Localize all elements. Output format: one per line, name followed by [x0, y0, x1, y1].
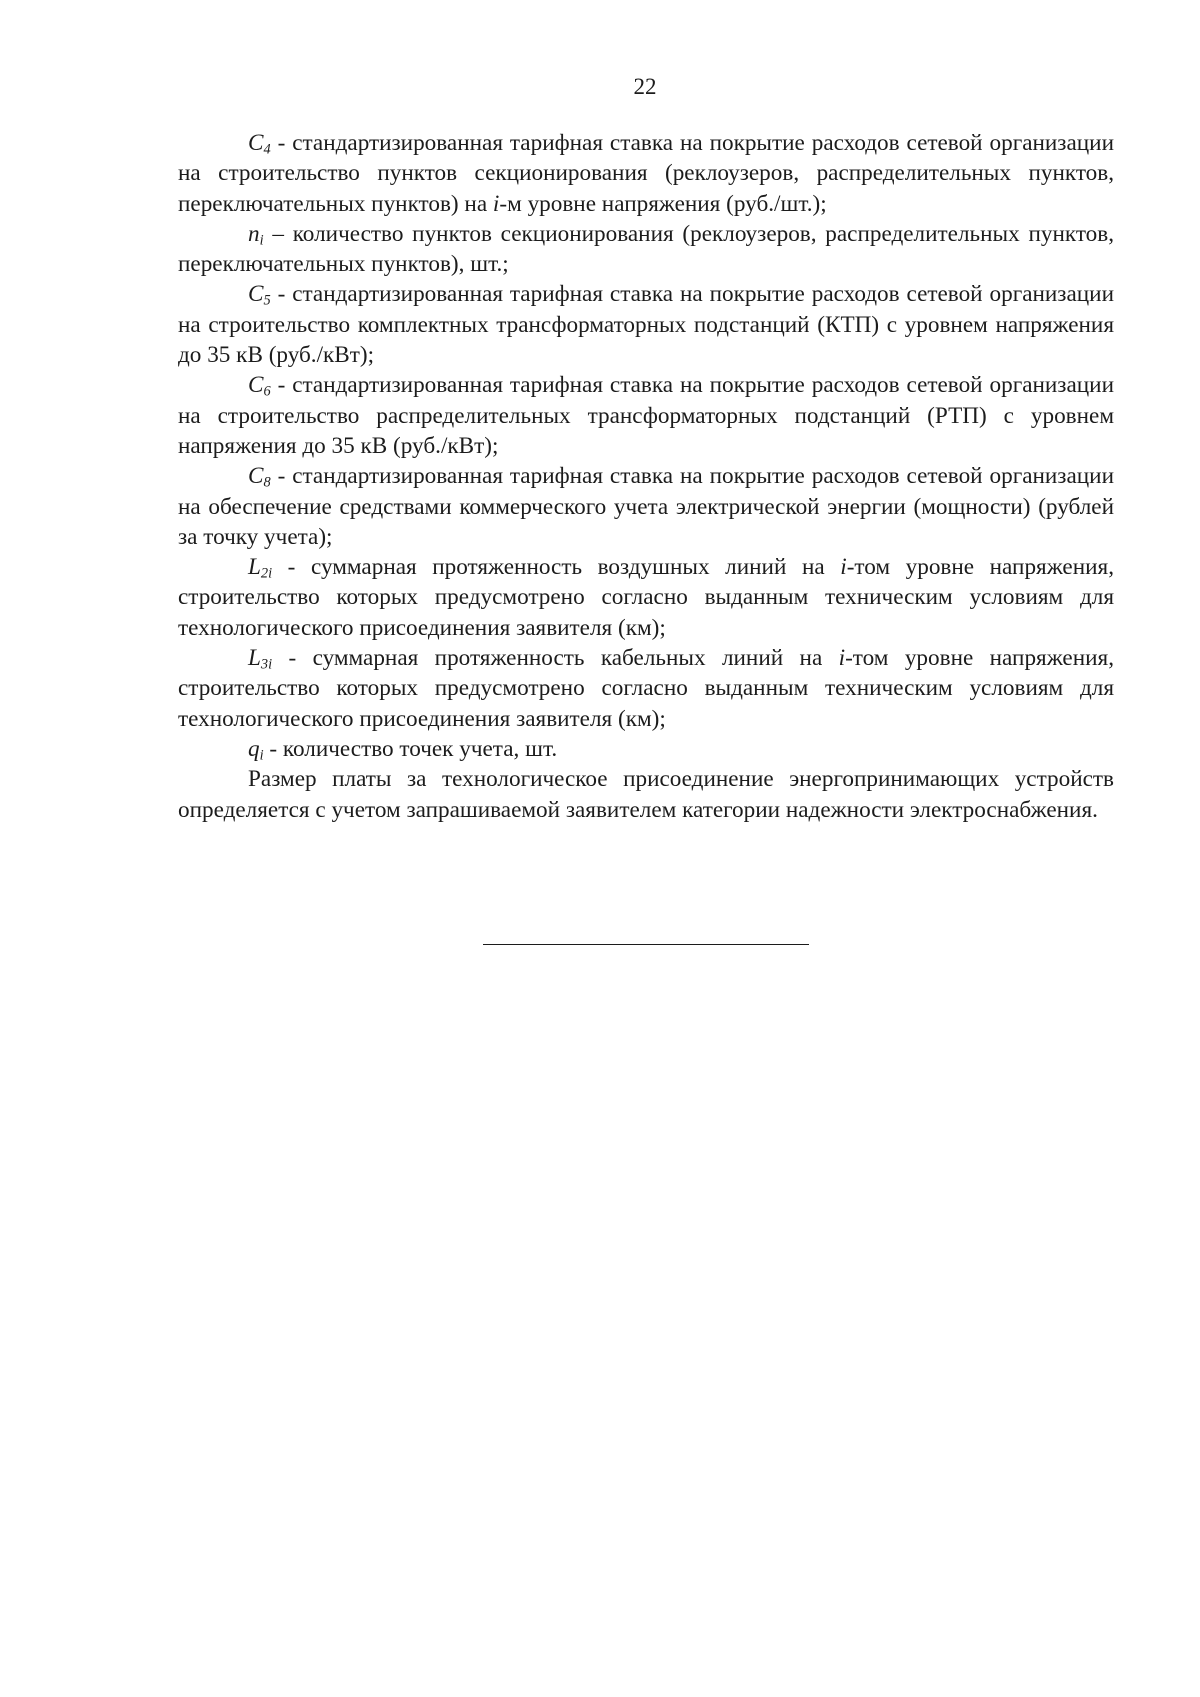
symbol-c4: $C_4$	[248, 130, 271, 158]
definition-c8: $C_8$ - стандартизированная тарифная ставка на покрытие расходов сетевой организации на обеспечение средствами коммерческого учета электрической энергии (мощности) (рублей за точку учета);	[178, 463, 1114, 550]
definition-qi: $q_i$ - количество точек учета, шт.	[248, 735, 558, 764]
closing-paragraph: Размер платы за технологическое присоединение энергопринимающих устройств определяется с учетом запрашиваемой заявителем категории надежности электроснабжения.	[178, 766, 1114, 823]
definition-ni: $n_i$ – количество пунктов секционирования (реклоузеров, распределительных пунктов, переключательных пунктов), шт.;	[178, 220, 1114, 278]
definition-l3i: $L_{3i}$ - суммарная протяженность кабельных линий на i-том уровне напряжения, строительство которых предусмотрено согласно выданным техническим условиям для технологического присоединения заявителя (км);	[178, 645, 1114, 732]
document-body	[178, 128, 1114, 825]
symbol-ni: $n_i$	[248, 220, 264, 249]
page-number: 22	[633, 74, 657, 99]
symbol-c8: $C_8$	[248, 463, 271, 491]
symbol-l3i: $L_{3i}$	[248, 645, 273, 673]
definition-c6: $C_6$ - стандартизированная тарифная ставка на покрытие расходов сетевой организации на строительство распределительных трансформаторных подстанций (РТП) с уровнем напряжения до 35 кВ (руб./кВт);	[178, 372, 1114, 459]
definition-c5: $C_5$ - стандартизированная тарифная ставка на покрытие расходов сетевой организации на строительство комплектных трансформаторных подстанций (КТП) с уровнем напряжения до 35 кВ (руб./кВт);	[178, 281, 1114, 369]
end-of-text-rule	[483, 944, 809, 945]
symbol-c5: $C_5$	[248, 281, 271, 310]
definition-l2i: $L_{2i}$ - суммарная протяженность воздушных линий на i-том уровне напряжения, строительство которых предусмотрено согласно выданным техническим условиям для технологического присоединения заявителя (км);	[178, 554, 1115, 641]
definition-c4: $C_4$ - стандартизированная тарифная ставка на покрытие расходов сетевой организации на строительство пунктов секционирования (реклоузеров, распределительных пунктов, переключательных пунктов) на i-м уровне напряжения (руб./шт.);	[178, 130, 1114, 217]
symbol-c6: $C_6$	[248, 372, 271, 400]
symbol-l2i: $L_{2i}$	[248, 554, 273, 582]
symbol-qi: $q_i$	[248, 735, 264, 764]
